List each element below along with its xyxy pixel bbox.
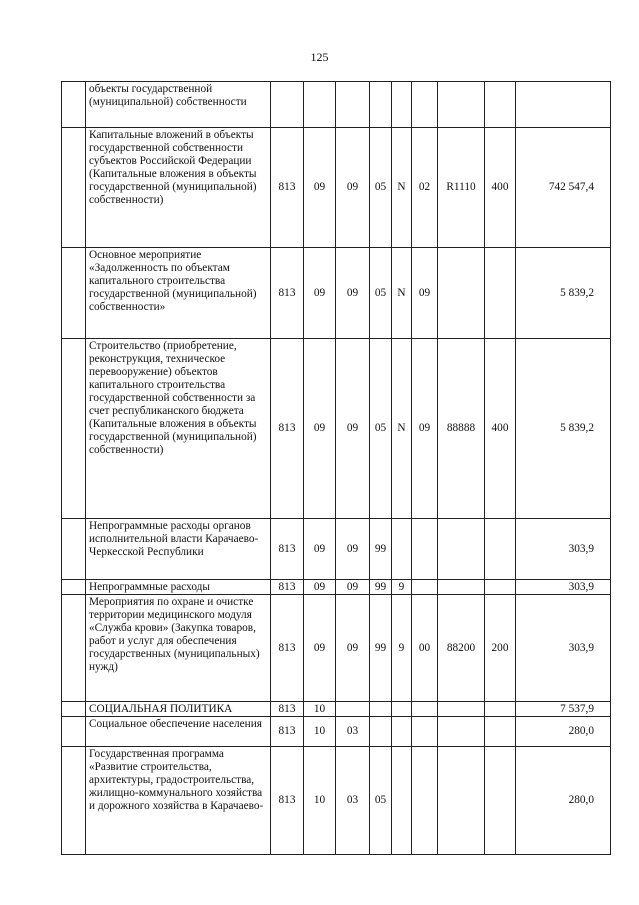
empty-cell [62, 248, 86, 339]
code-cell: 09 [304, 339, 336, 519]
code-cell [412, 82, 438, 128]
code-cell [392, 82, 412, 128]
code-cell: 400 [485, 128, 516, 248]
code-cell: 09 [336, 339, 370, 519]
code-cell: N [392, 248, 412, 339]
sum-cell: 280,0 [516, 717, 611, 747]
code-cell: 03 [336, 747, 370, 855]
code-cell [412, 747, 438, 855]
code-cell: 10 [304, 747, 336, 855]
code-cell: 09 [304, 519, 336, 580]
budget-table [61, 81, 611, 855]
table-row [62, 82, 611, 128]
empty-cell [62, 339, 86, 519]
code-cell: 03 [336, 717, 370, 747]
table-row [62, 580, 611, 595]
empty-cell [62, 580, 86, 595]
code-cell: 9 [392, 595, 412, 702]
table-row [62, 128, 611, 248]
code-cell: 09 [336, 519, 370, 580]
code-cell [412, 519, 438, 580]
empty-cell [62, 702, 86, 717]
table-row [62, 248, 611, 339]
code-cell [370, 702, 392, 717]
table-row [62, 702, 611, 717]
row-name: Капитальные вложений в объекты государственной собственности субъектов Российской Федерации (Капитальные вложения в объекты государственной (муниципальной) собственности) [86, 128, 271, 248]
code-cell [485, 702, 516, 717]
sum-cell: 5 839,2 [516, 339, 611, 519]
table-row [62, 519, 611, 580]
code-cell [392, 519, 412, 580]
code-cell [485, 248, 516, 339]
code-cell: 813 [271, 248, 304, 339]
code-cell [438, 519, 485, 580]
code-cell: 99 [370, 580, 392, 595]
code-cell [392, 747, 412, 855]
code-cell: 09 [304, 128, 336, 248]
code-cell: 813 [271, 580, 304, 595]
code-cell: 09 [304, 248, 336, 339]
code-cell: 813 [271, 519, 304, 580]
code-cell: 99 [370, 595, 392, 702]
empty-cell [62, 717, 86, 747]
row-name: Социальное обеспечение населения [86, 717, 271, 747]
code-cell [438, 747, 485, 855]
code-cell [412, 702, 438, 717]
code-cell [304, 82, 336, 128]
code-cell: 813 [271, 595, 304, 702]
code-cell [438, 82, 485, 128]
sum-cell: 7 537,9 [516, 702, 611, 717]
code-cell: 09 [336, 580, 370, 595]
code-cell [271, 82, 304, 128]
code-cell: 813 [271, 702, 304, 717]
code-cell: 10 [304, 717, 336, 747]
code-cell: 00 [412, 595, 438, 702]
code-cell: 09 [336, 595, 370, 702]
row-name: Непрограммные расходы органов исполнительной власти Карачаево-Черкесской Республики [86, 519, 271, 580]
empty-cell [62, 747, 86, 855]
code-cell: 9 [392, 580, 412, 595]
code-cell [485, 717, 516, 747]
code-cell: 813 [271, 717, 304, 747]
code-cell: 02 [412, 128, 438, 248]
code-cell [438, 717, 485, 747]
code-cell: 813 [271, 747, 304, 855]
table-row [62, 595, 611, 702]
row-name: Государственная программа «Развитие строительства, архитектуры, градостроительства, жилищно-коммунального хозяйства и дорожного хозяйства в Карачаево- [86, 747, 271, 855]
code-cell [336, 82, 370, 128]
code-cell [336, 702, 370, 717]
sum-cell: 280,0 [516, 747, 611, 855]
code-cell [412, 717, 438, 747]
code-cell [392, 717, 412, 747]
code-cell: N [392, 339, 412, 519]
empty-cell [62, 519, 86, 580]
code-cell: 813 [271, 128, 304, 248]
page-number: 125 [310, 50, 329, 64]
row-name: СОЦИАЛЬНАЯ ПОЛИТИКА [86, 702, 271, 717]
empty-cell [62, 128, 86, 248]
code-cell [438, 248, 485, 339]
code-cell: 05 [370, 248, 392, 339]
code-cell: 200 [485, 595, 516, 702]
code-cell: 88200 [438, 595, 485, 702]
sum-cell: 5 839,2 [516, 248, 611, 339]
code-cell: 10 [304, 702, 336, 717]
row-name: Непрограммные расходы [86, 580, 271, 595]
row-name: Строительство (приобретение, реконструкция, техническое перевооружение) объектов капитального строительства государственной собственности за счет республиканского бюджета (Капитальные вложения в объекты государственной (муниципальной) собственности) [86, 339, 271, 519]
empty-cell [62, 595, 86, 702]
table-row [62, 717, 611, 747]
code-cell: R1110 [438, 128, 485, 248]
code-cell: 05 [370, 339, 392, 519]
row-name: Мероприятия по охране и очистке территории медицинского модуля «Служба крови» (Закупка товаров, работ и услуг для обеспечения государственных (муниципальных) нужд) [86, 595, 271, 702]
code-cell [370, 717, 392, 747]
code-cell [485, 580, 516, 595]
sum-cell: 303,9 [516, 519, 611, 580]
code-cell: 99 [370, 519, 392, 580]
row-name: Основное мероприятие «Задолженность по объектам капитального строительства государственной (муниципальной) собственности» [86, 248, 271, 339]
code-cell [485, 747, 516, 855]
code-cell: 813 [271, 339, 304, 519]
code-cell: 09 [412, 339, 438, 519]
code-cell [485, 519, 516, 580]
code-cell: 09 [336, 248, 370, 339]
code-cell: 05 [370, 128, 392, 248]
code-cell [485, 82, 516, 128]
code-cell: 88888 [438, 339, 485, 519]
code-cell: 09 [412, 248, 438, 339]
code-cell: 09 [304, 580, 336, 595]
code-cell [412, 580, 438, 595]
table-row [62, 747, 611, 855]
code-cell: 09 [304, 595, 336, 702]
code-cell [370, 82, 392, 128]
code-cell [438, 702, 485, 717]
code-cell: 05 [370, 747, 392, 855]
code-cell: N [392, 128, 412, 248]
sum-cell: 303,9 [516, 580, 611, 595]
empty-cell [62, 82, 86, 128]
row-name: объекты государственной (муниципальной) собственности [86, 82, 271, 128]
sum-cell [516, 82, 611, 128]
code-cell: 400 [485, 339, 516, 519]
code-cell [438, 580, 485, 595]
code-cell: 09 [336, 128, 370, 248]
sum-cell: 742 547,4 [516, 128, 611, 248]
code-cell [392, 702, 412, 717]
sum-cell: 303,9 [516, 595, 611, 702]
table-row [62, 339, 611, 519]
